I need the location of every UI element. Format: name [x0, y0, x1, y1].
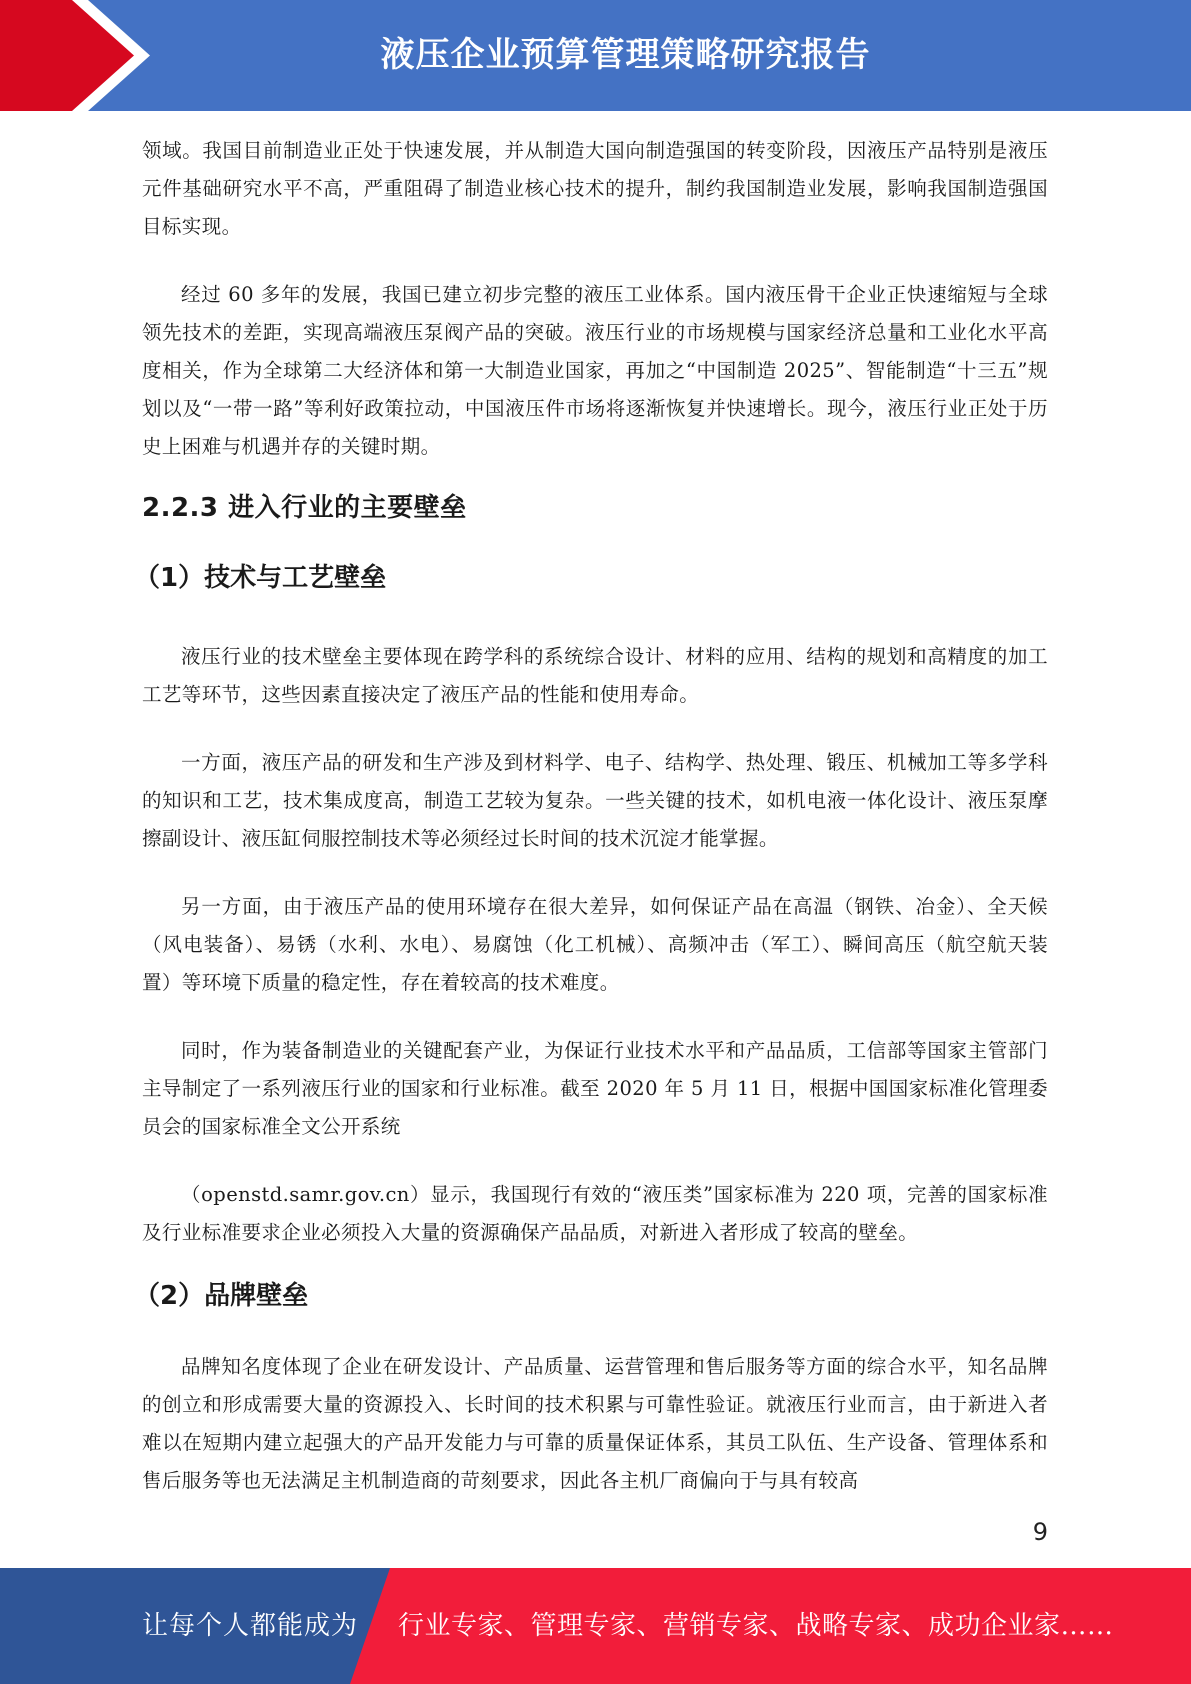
- footer-slogan-left: 让每个人都能成为: [142, 1611, 359, 1641]
- paragraph: 液压行业的技术壁垒主要体现在跨学科的系统综合设计、材料的应用、结构的规划和高精度的加工工艺等环节，这些因素直接决定了液压产品的性能和使用寿命。: [142, 645, 1048, 706]
- paragraph: 品牌知名度体现了企业在研发设计、产品质量、运营管理和售后服务等方面的综合水平，知名品牌的创立和形成需要大量的资源投入、长时间的技术积累与可靠性验证。就液压行业而言，由于新进入者难以在短期内建立起强大的产品开发能力与可靠的质量保证体系，其员工队伍、生产设备、管理体系和售后服务等也无法满足主机制造商的苛刻要求，因此各主机厂商偏向于与具有较高: [142, 1355, 1048, 1492]
- page-number: 9: [1032, 1518, 1048, 1546]
- subsection-heading: （1）技术与工艺壁垒: [134, 563, 387, 593]
- footer-slogan-right: 行业专家、管理专家、营销专家、战略专家、成功企业家……: [398, 1611, 1114, 1641]
- paragraph: 另一方面，由于液压产品的使用环境存在很大差异，如何保证产品在高温（钢铁、冶金）、全天候（风电装备）、易锈（水利、水电）、易腐蚀（化工机械）、高频冲击（军工）、瞬间高压（航空航天装置）等环境下质量的稳定性，存在着较高的技术难度。: [142, 895, 1048, 994]
- section-heading: 2.2.3 进入行业的主要壁垒: [142, 493, 467, 523]
- subsection-heading: （2）品牌壁垒: [134, 1281, 309, 1311]
- document-title: 液压企业预算管理策略研究报告: [380, 35, 871, 75]
- paragraph: （openstd.samr.gov.cn）显示，我国现行有效的“液压类”国家标准为 220 项，完善的国家标准及行业标准要求企业必须投入大量的资源确保产品品质，对新进入者形成了较高的壁垒。: [142, 1183, 1048, 1244]
- page-content: [134, 132, 1048, 1500]
- paragraph: 同时，作为装备制造业的关键配套产业，为保证行业技术水平和产品品质，工信部等国家主管部门主导制定了一系列液压行业的国家和行业标准。截至 2020 年 5 月 11 日，根据中国国家标准化管理委员会的国家标准全文公开系统: [142, 1039, 1048, 1138]
- header-arrow-decoration: [0, 0, 150, 111]
- paragraph: 一方面，液压产品的研发和生产涉及到材料学、电子、结构学、热处理、锻压、机械加工等多学科的知识和工艺，技术集成度高，制造工艺较为复杂。一些关键的技术，如机电液一体化设计、液压泵摩擦副设计、液压缸伺服控制技术等必须经过长时间的技术沉淀才能掌握。: [142, 751, 1048, 850]
- page-header: [0, 0, 1191, 111]
- paragraph: 经过 60 多年的发展，我国已建立初步完整的液压工业体系。国内液压骨干企业正快速缩短与全球领先技术的差距，实现高端液压泵阀产品的突破。液压行业的市场规模与国家经济总量和工业化水平高度相关，作为全球第二大经济体和第一大制造业国家，再加之“中国制造 2025”、智能制造“十三五”规划以及“一带一路”等利好政策拉动，中国液压件市场将逐渐恢复并快速增长。现今，液压行业正处于历史上困难与机遇并存的关键时期。: [142, 283, 1048, 458]
- paragraph: 领域。我国目前制造业正处于快速发展，并从制造大国向制造强国的转变阶段，因液压产品特别是液压元件基础研究水平不高，严重阻碍了制造业核心技术的提升，制约我国制造业发展，影响我国制造强国目标实现。: [142, 139, 1048, 238]
- page-footer: [0, 1568, 1191, 1684]
